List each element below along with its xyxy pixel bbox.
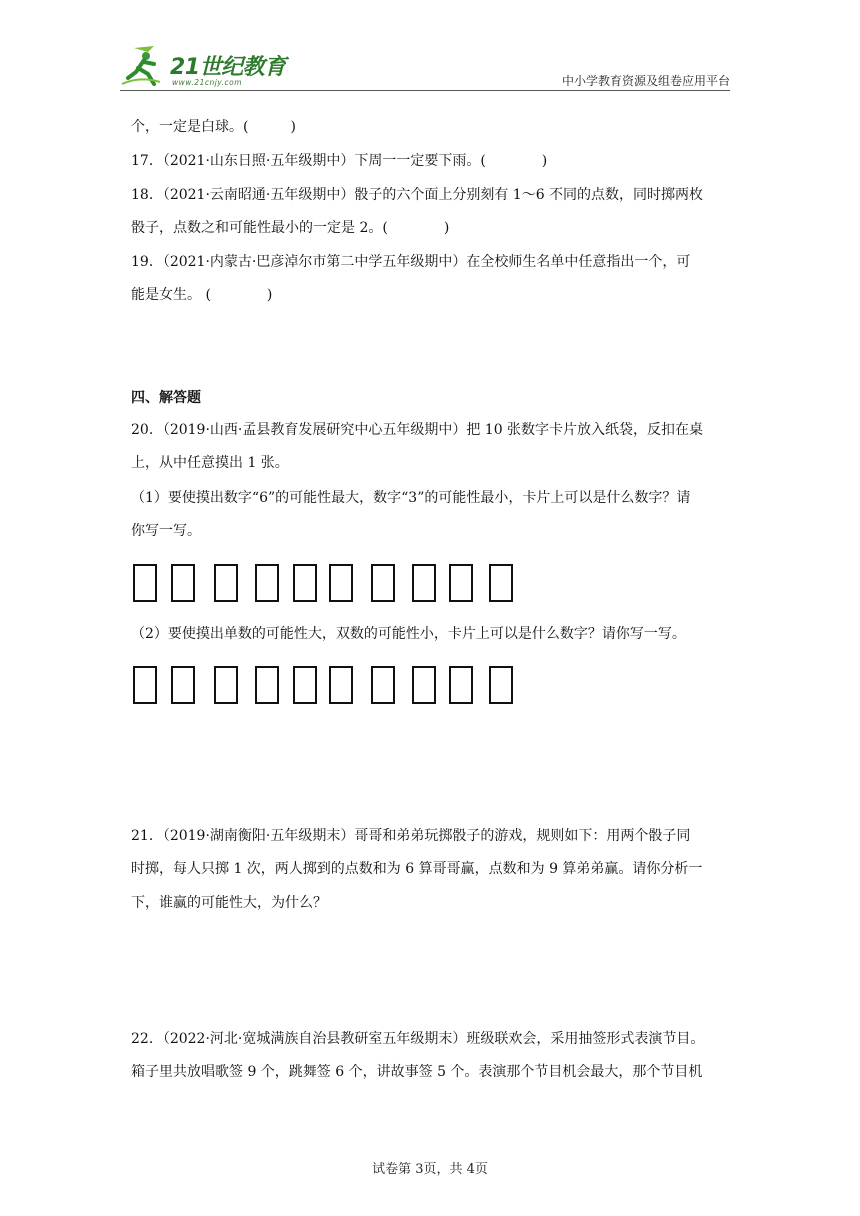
question-20-line1: 20．（2019·山西·孟县教育发展研究中心五年级期中）把 10 张数字卡片放入纸袋，反扣在桌 [131, 422, 704, 438]
answer-box[interactable] [293, 666, 317, 704]
platform-label: 中小学教育资源及组卷应用平台 [561, 74, 730, 88]
question-22-line2: 箱子里共放唱歌签 9 个，跳舞签 6 个，讲故事签 5 个。表演那个节目机会最大，那个节目机 [131, 1064, 703, 1080]
answer-box[interactable] [371, 666, 395, 704]
question-20-line2: 上，从中任意摸出 1 张。 [131, 455, 289, 471]
answer-box[interactable] [293, 564, 317, 602]
answer-boxes-part1 [131, 564, 531, 608]
answer-box[interactable] [329, 666, 353, 704]
answer-box[interactable] [214, 564, 238, 602]
question-20-part1-line1: （1）要使摸出数字“6”的可能性最大，数字“3”的可能性最小，卡片上可以是什么数字？请 [131, 490, 691, 506]
answer-boxes-part2 [131, 666, 531, 710]
question-21-line1: 21．（2019·湖南衡阳·五年级期末）哥哥和弟弟玩掷骰子的游戏，规则如下：用两个骰子同 [131, 828, 691, 844]
question-18-line2: 骰子，点数之和可能性最小的一定是 2。( ) [131, 220, 450, 236]
page-header [120, 40, 730, 92]
question-19-line1: 19．（2021·内蒙古·巴彦淖尔市第二中学五年级期中）在全校师生名单中任意指出一个，可 [131, 254, 691, 270]
answer-box[interactable] [214, 666, 238, 704]
question-17: 17．（2021·山东日照·五年级期中）下周一一定要下雨。( ) [131, 153, 548, 169]
answer-box[interactable] [255, 564, 279, 602]
answer-box[interactable] [133, 666, 157, 704]
question-22-line1: 22．（2022·河北·宽城满族自治县教研室五年级期末）班级联欢会，采用抽签形式表演节目。 [131, 1031, 705, 1047]
answer-box[interactable] [371, 564, 395, 602]
page-footer: 试卷第 3页，共 4页 [372, 1162, 488, 1177]
logo [120, 40, 310, 92]
answer-box[interactable] [171, 564, 195, 602]
question-21-line3: 下，谁赢的可能性大，为什么？ [131, 895, 327, 911]
question-18-line1: 18．（2021·云南昭通·五年级期中）骰子的六个面上分别刻有 1～6 不同的点数，同时掷两枚 [131, 187, 704, 203]
question-19-line2: 能是女生。 ( ) [131, 287, 273, 303]
answer-box[interactable] [171, 666, 195, 704]
answer-box[interactable] [329, 564, 353, 602]
question-20-part2: （2）要使摸出单数的可能性大，双数的可能性小，卡片上可以是什么数字？请你写一写。 [131, 626, 686, 642]
logo-url: www.21cnjy.com [172, 78, 243, 87]
section-title: 四、解答题 [131, 390, 201, 406]
answer-box[interactable] [412, 666, 436, 704]
answer-box[interactable] [449, 564, 473, 602]
answer-box[interactable] [133, 564, 157, 602]
answer-box[interactable] [489, 564, 513, 602]
answer-box[interactable] [412, 564, 436, 602]
answer-box[interactable] [489, 666, 513, 704]
runner-logo-icon [120, 44, 172, 88]
answer-box[interactable] [449, 666, 473, 704]
question-21-line2: 时掷，每人只掷 1 次，两人掷到的点数和为 6 算哥哥赢，点数和为 9 算弟弟赢。请你分析一 [131, 861, 703, 877]
logo-text: 21世纪教育 [170, 55, 286, 80]
question-20-part1-line2: 你写一写。 [131, 523, 201, 539]
question-16-tail: 个，一定是白球。( ) [131, 119, 296, 135]
answer-box[interactable] [255, 666, 279, 704]
header-divider [120, 90, 730, 91]
